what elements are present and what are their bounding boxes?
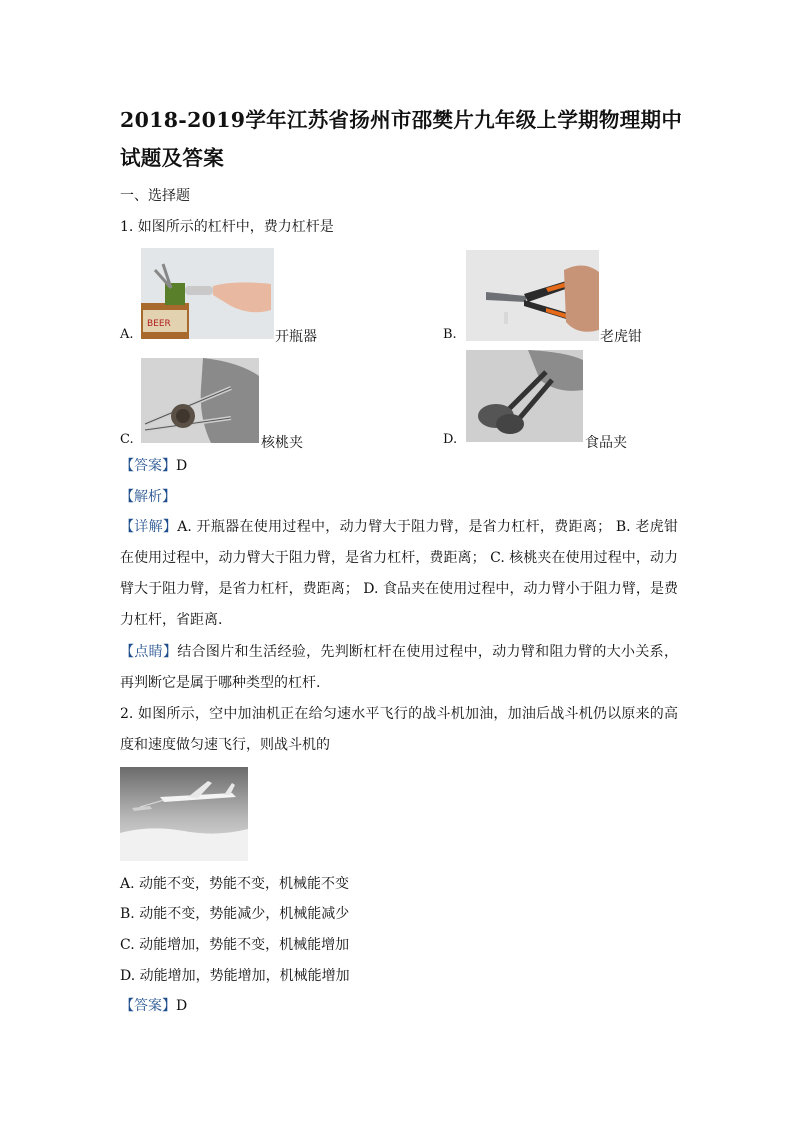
section-heading: 一、选择题 (120, 188, 190, 204)
option-d-caption: 食品夹 (585, 435, 627, 451)
option-c-label: C. (120, 432, 134, 447)
aerial-refueling-photo (120, 767, 248, 861)
nutcracker-photo (141, 358, 259, 443)
option-b-caption: 老虎钳 (600, 329, 642, 345)
bottle-opener-photo (141, 248, 274, 339)
tip-tag: 【点睛】 (120, 644, 178, 660)
svg-text:BEER: BEER (147, 319, 171, 329)
q2-answer-line (120, 997, 187, 1015)
option-b-label: B. (443, 327, 457, 342)
q2-option-d: D. 动能增加，势能增加，机械能增加 (120, 968, 350, 984)
q2-option-c: C. 动能增加，势能不变，机械能增加 (120, 937, 350, 953)
question-1-stem: 1. 如图所示的杠杆中，费力杠杆是 (120, 219, 334, 235)
pliers-photo (466, 250, 599, 341)
option-a-label: A. (120, 327, 134, 342)
q2-option-a: A. 动能不变，势能不变，机械能不变 (120, 876, 350, 892)
q1-detail-text: A. 开瓶器在使用过程中，动力臂大于阻力臂，是省力杠杆，费距离； B. 老虎钳在使用过程中，动力臂大于阻力臂，是省力杠杆，费距离； C. 核桃夹在使用过程中，动力臂大于阻力臂，是省力杠杆，费距离； D. 食品夹在使用过程中，动力臂小于阻力臂，是费力杠杆，省距离. (120, 519, 678, 628)
q1-analysis-line (120, 488, 176, 506)
answer-tag: 【答案】 (120, 998, 176, 1014)
option-c-caption: 核桃夹 (261, 435, 303, 451)
q1-detail (120, 512, 678, 636)
page-title: 2018-2019学年江苏省扬州市邵樊片九年级上学期物理期中试题及答案 (120, 108, 683, 170)
detail-tag: 【详解】 (120, 519, 178, 535)
q1-tip-text: 结合图片和生活经验，先判断杠杆在使用过程中，动力臂和阻力臂的大小关系，再判断它是属于哪种类型的杠杆. (120, 644, 679, 691)
q2-answer: D (176, 998, 188, 1014)
option-d-label: D. (443, 432, 458, 447)
answer-tag: 【答案】 (120, 458, 176, 474)
q1-tip (120, 637, 678, 699)
question-2-stem: 2. 如图所示，空中加油机正在给匀速水平飞行的战斗机加油，加油后战斗机仍以原来的高度和速度做匀速飞行，则战斗机的 (120, 706, 678, 753)
food-tongs-photo (466, 350, 583, 442)
q1-answer-line (120, 457, 187, 475)
q2-option-b: B. 动能不变，势能减少，机械能减少 (120, 906, 350, 922)
analysis-tag: 【解析】 (120, 489, 176, 505)
q1-answer: D (176, 458, 188, 474)
option-a-caption: 开瓶器 (275, 329, 317, 345)
